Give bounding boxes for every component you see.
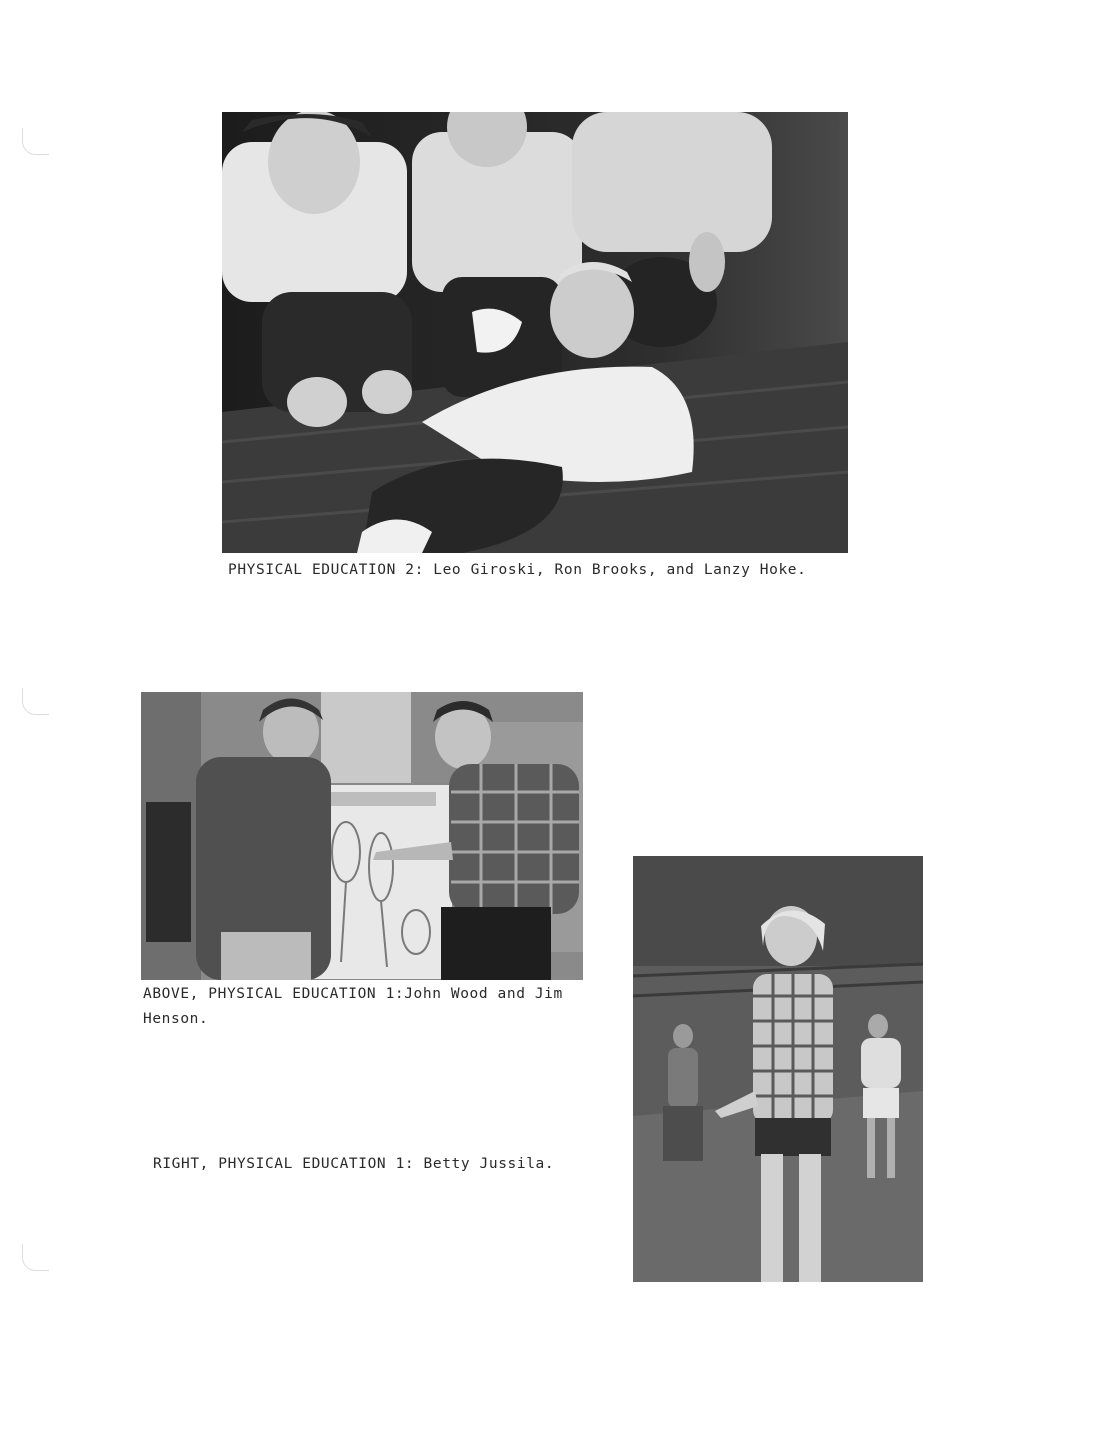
punch-hole-mark <box>22 688 49 715</box>
photo-caption: RIGHT, PHYSICAL EDUCATION 1: Betty Jussila. <box>153 1156 555 1172</box>
photo-pe2-mat <box>222 112 848 553</box>
photo-caption: PHYSICAL EDUCATION 2: Leo Giroski, Ron Brooks, and Lanzy Hoke. <box>228 562 807 578</box>
caption-line: ABOVE, PHYSICAL EDUCATION 1:John Wood and Jim <box>143 986 563 1002</box>
punch-hole-mark <box>22 1244 49 1271</box>
photo-pe1-gymnasium <box>633 856 923 1282</box>
photo-pe1-anatomy-chart <box>141 692 583 980</box>
punch-hole-mark <box>22 128 49 155</box>
photo-caption <box>143 982 563 1032</box>
caption-line: Henson. <box>143 1011 209 1027</box>
